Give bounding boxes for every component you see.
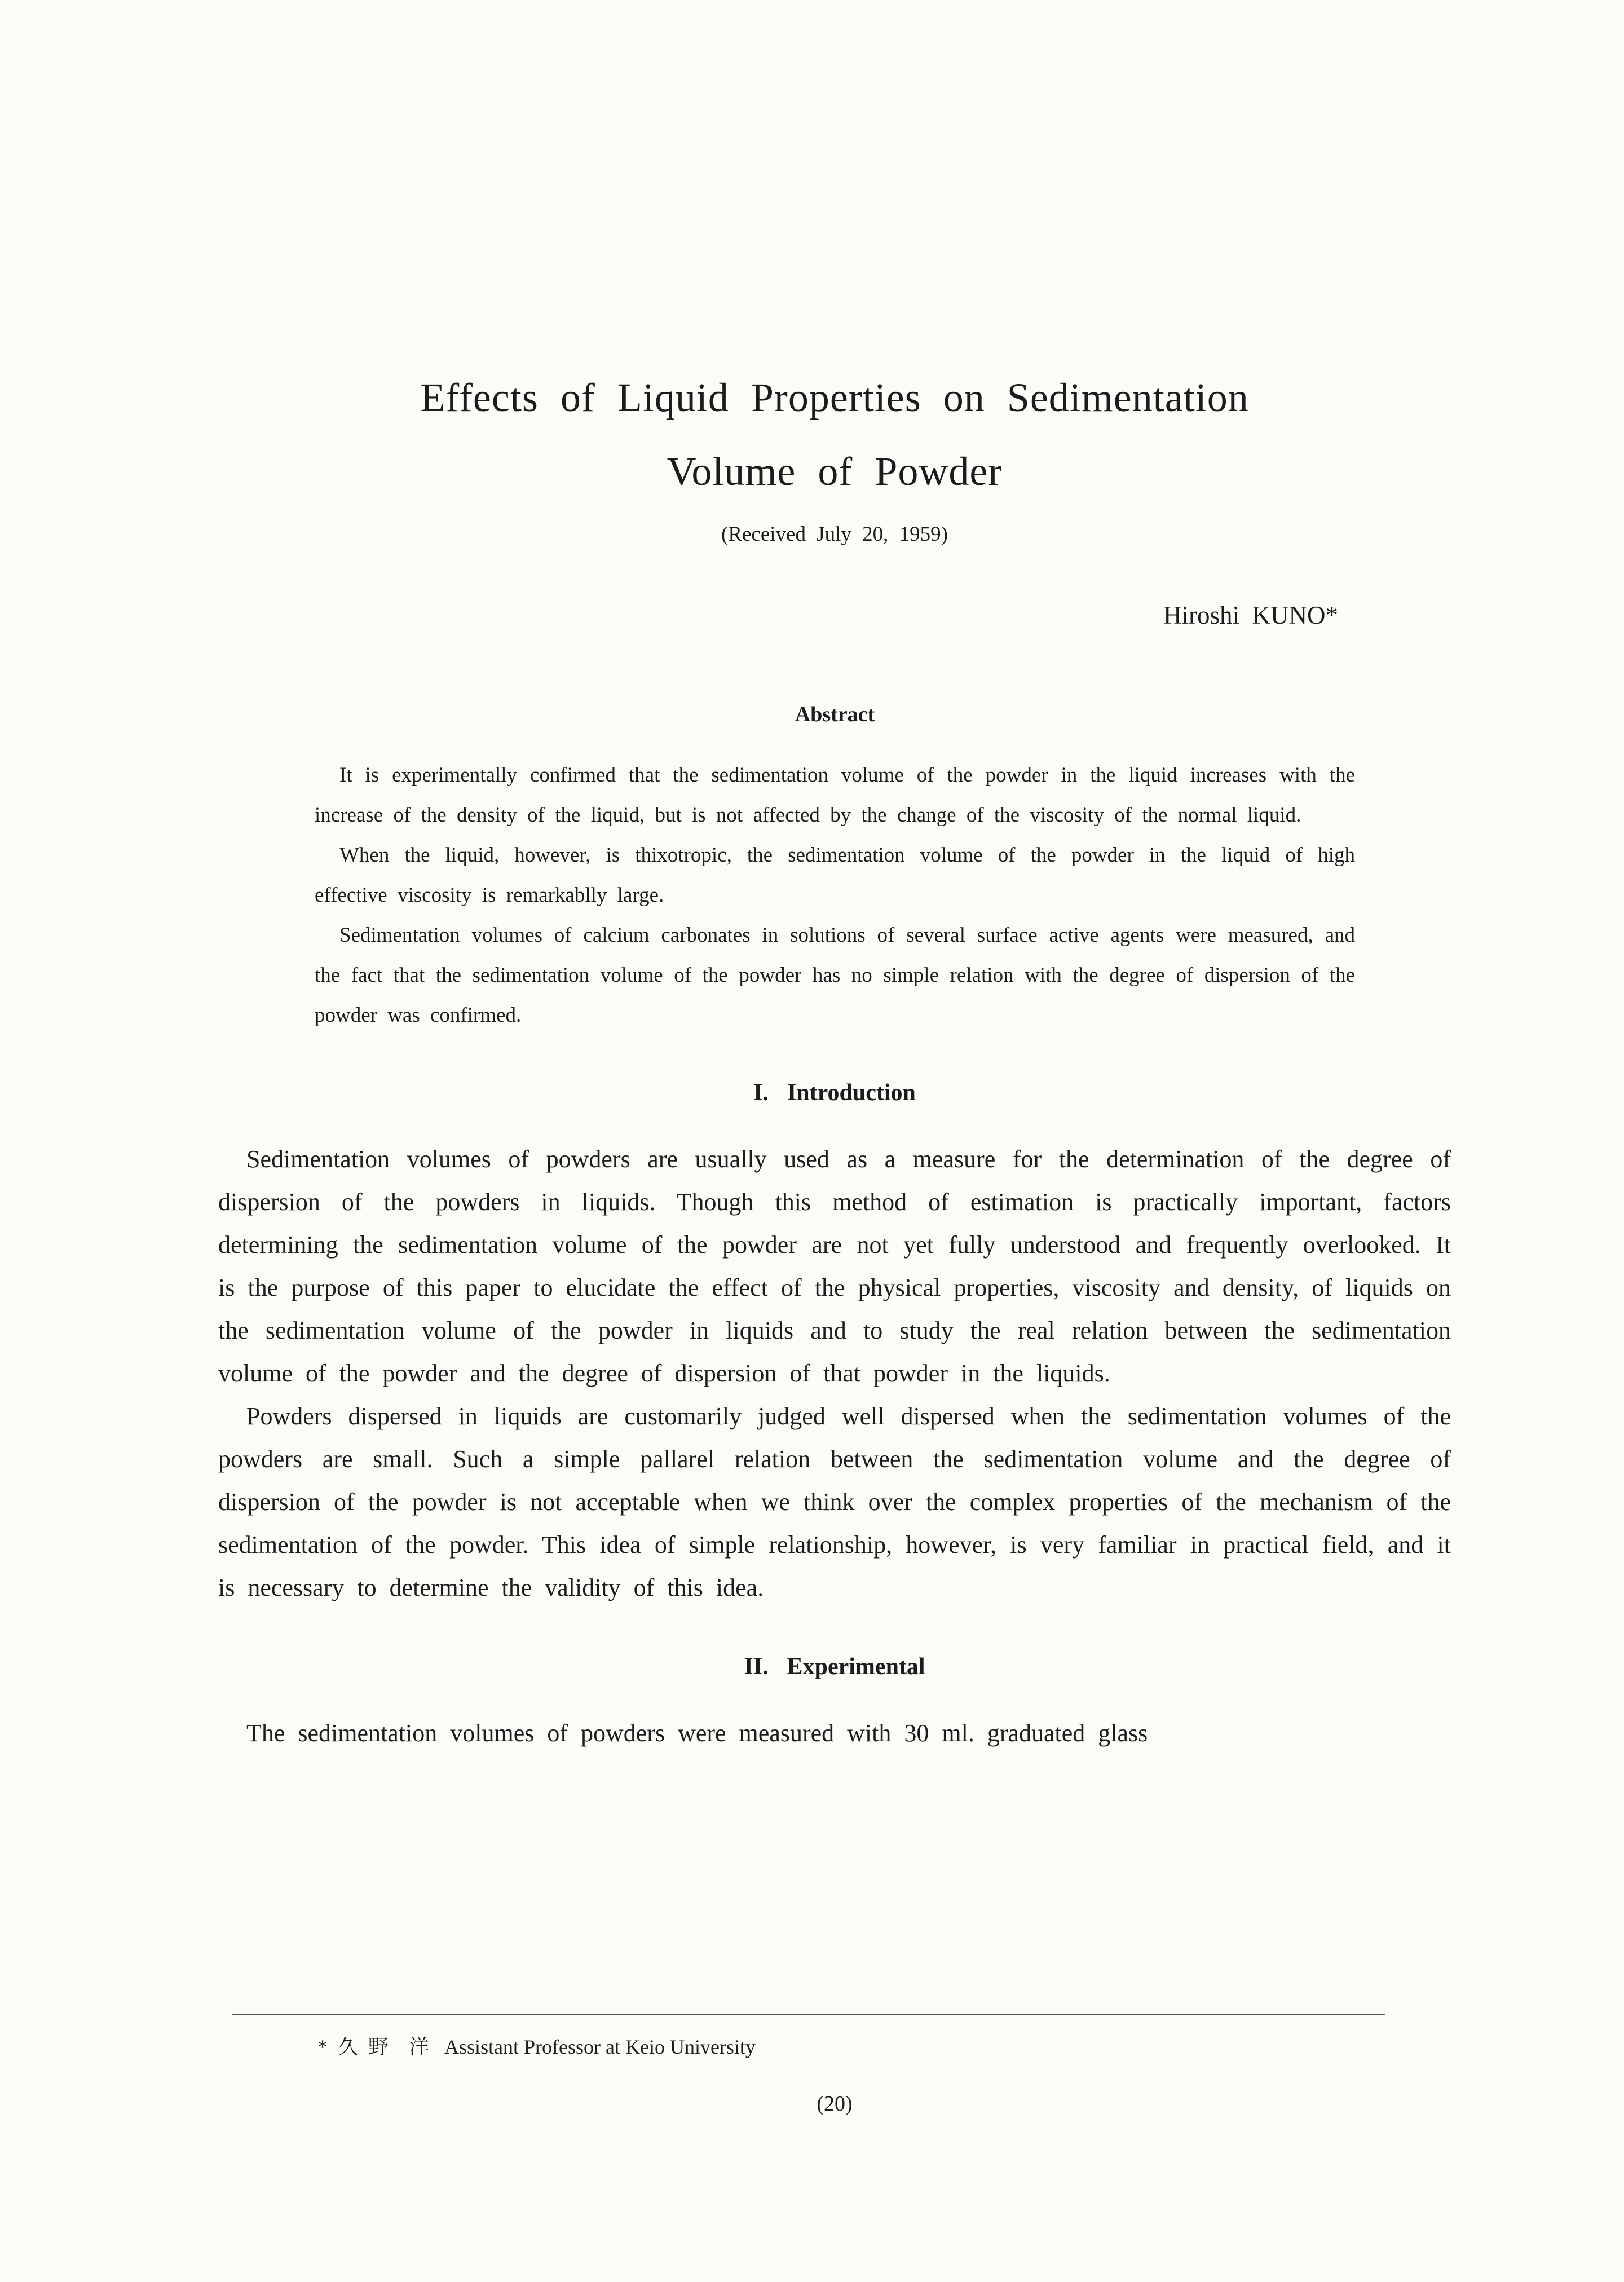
experimental-section [218,1653,1451,1755]
paper-header [218,361,1451,630]
section-heading-introduction: I. Introduction [753,1080,916,1106]
abstract-section [315,702,1355,1035]
abstract-paragraph-2: When the liquid, however, is thixotropic, the sedimentation volume of the powder in the liquid of high effective viscosity is remarkablly large. [315,844,1355,907]
author-name: Hiroshi KUNO* [1163,601,1338,629]
introduction-paragraph-1: Sedimentation volumes of powders are usually used as a measure for the determination of the degree of dispersion of the powders in liquids. Though this method of estimation is practically important, factors determining the sedimentation volume of the powder are not yet fully understood and frequently overlooked. It is the purpose of this paper to elucidate the effect of the physical properties, viscosity and density, of liquids on the sedimentation volume of the powder in liquids and to study the real relation between the sedimentation volume of the powder and the degree of dispersion of that powder in the liquids. [218,1145,1451,1387]
page-footer [218,2014,1451,2116]
experimental-paragraph-1: The sedimentation volumes of powders were measured with 30 ml. graduated glass [246,1719,1148,1747]
footnote-rule [232,2014,1385,2015]
page-number: (20) [817,2092,853,2116]
introduction-section [218,1079,1451,1609]
author-footnote: * 久 野 洋 Assistant Professor at Keio University [317,2036,756,2058]
section-heading-experimental: II. Experimental [744,1654,925,1680]
abstract-paragraph-1: It is experimentally confirmed that the sedimentation volume of the powder in the liquid increases with the increase of the density of the liquid, but is not affected by the change of the viscosity of the normal liquid. [315,763,1355,827]
received-date: (Received July 20, 1959) [721,523,948,546]
abstract-paragraph-3: Sedimentation volumes of calcium carbonates in solutions of several surface active agents were measured, and the fact that the sedimentation volume of the powder has no simple relation with the degree of dispersion of the powder was confirmed. [315,924,1355,1027]
title-line-1: Effects of Liquid Properties on Sedimentation [420,375,1249,420]
title-line-2: Volume of Powder [667,449,1003,494]
paper-title [218,361,1451,509]
introduction-paragraph-2: Powders dispersed in liquids are customarily judged well dispersed when the sedimentation volumes of the powders are small. Such a simple pallarel relation between the sedimentation volume and the degree of dispersion of the powder is not acceptable when we think over the complex properties of the mechanism of the sedimentation of the powder. This idea of simple relationship, however, is very familiar in practical field, and it is necessary to determine the validity of this idea. [218,1402,1451,1601]
abstract-heading: Abstract [795,703,875,726]
